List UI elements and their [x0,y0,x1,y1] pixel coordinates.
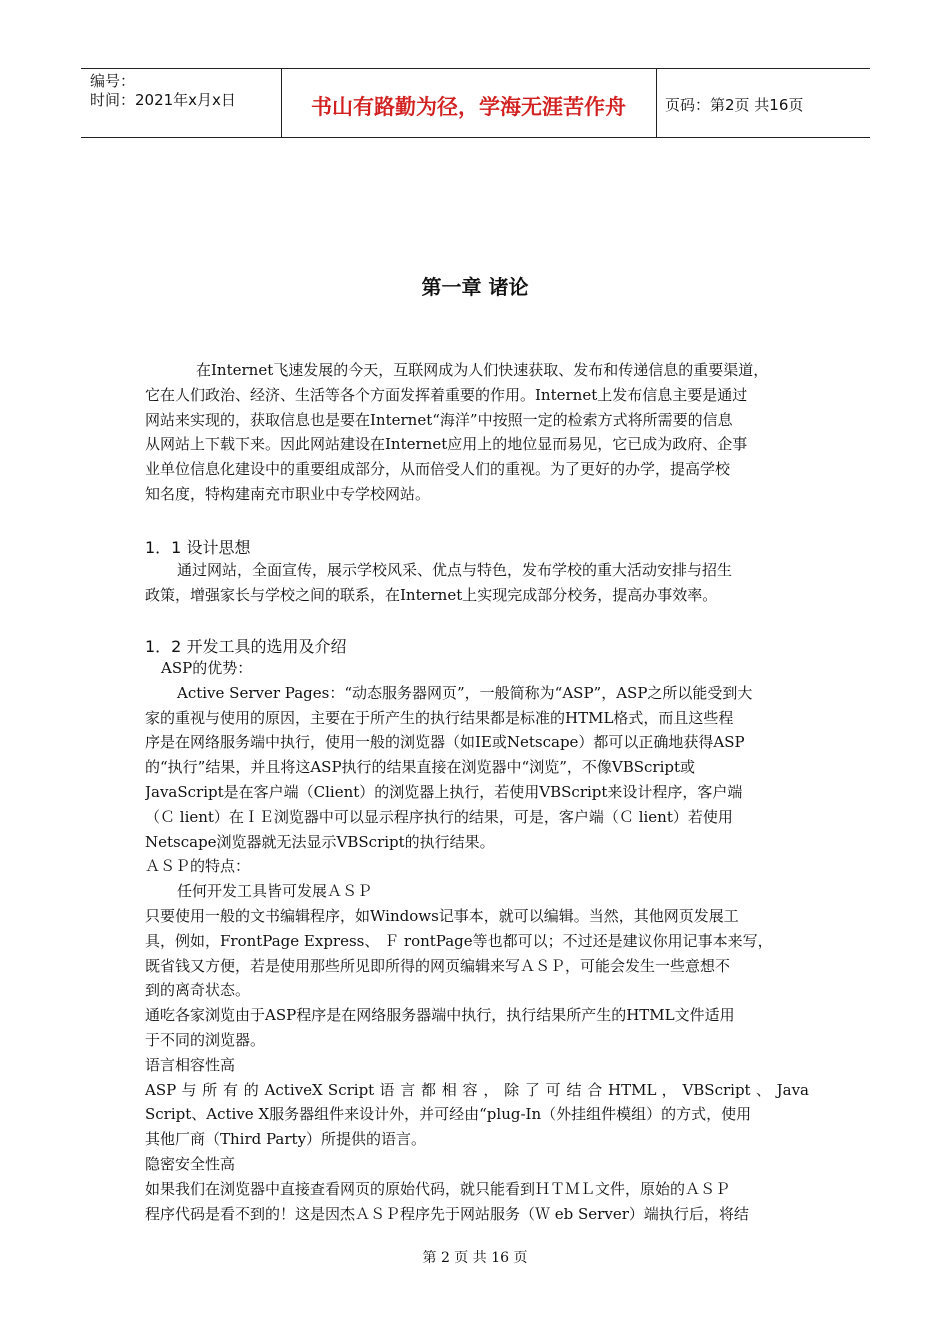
text-line: 程序代码是看不到的！这是因杰ＡＳＰ程序先于网站服务（Ｗ eb Server）端执行后，将结 [145,1204,749,1223]
text-line: 序是在网络服务端中执行，使用一般的浏览器（如IE或Netscape）都可以正确地获得ASP [145,733,745,752]
text-line: ＡＳＰ的特点： [145,857,251,876]
text-line: 在Internet飞速发展的今天，互联网成为人们快速获取、发布和传递信息的重要渠道， [196,361,769,379]
text-line: 从网站上下载下来。因此网站建设在Internet应用上的地位显而易见，它已成为政府、企事 [145,435,748,454]
text-line: 任何开发工具皆可发展ＡＳＰ [177,882,373,901]
section-title-1-1: 1．1 设计思想 [145,538,251,557]
page-footer: 第 2 页 共 16 页 [422,1250,528,1266]
text-line: 既省钱又方便，若是使用那些所见即所得的网页编辑来写ＡＳＰ，可能会发生一些意想不 [145,956,731,975]
text-line: 它在人们政治、经济、生活等各个方面发挥着重要的作用。Internet上发布信息主要是通过 [145,385,748,404]
text-line: 其他厂商（Third Party）所提供的语言。 [145,1130,427,1149]
header-motto-cell [281,69,657,137]
text-line: ASP的优势： [161,659,253,677]
text-line: （Ｃ lient）在ＩＥ浏览器中可以显示程序执行的结果，可是，客户端（Ｃ lient）若使用 [145,807,733,826]
header-left-cell [81,69,282,137]
header-page-info: 页码：第2页 共16页 [665,96,804,114]
text-line: 语言相容性高 [145,1055,236,1074]
chapter-title: 第一章 诸论 [421,275,529,299]
text-line: 隐密安全性高 [145,1154,236,1173]
text-line: 家的重视与使用的原因，主要在于所产生的执行结果都是标准的HTML格式，而且这些程 [145,708,734,727]
text-line: 网站来实现的，获取信息也是要在Internet“海洋”中按照一定的检索方式将所需要的信息 [145,410,733,429]
header-right-cell [656,69,870,137]
text-line: 知名度，特构建南充市职业中专学校网站。 [145,484,431,503]
text-line: 到的离奇状态。 [145,981,251,1000]
text-line: ASP 与 所 有 的 ActiveX Script 语 言 都 相 容 ， 除 了 可 结 合 HTML ， VBScript 、 Java [145,1080,809,1099]
text-line: 如果我们在浏览器中直接查看网页的原始代码，就只能看到ＨＴＭＬ文件，原始的ＡＳＰ [145,1179,731,1198]
number-label: 编号： [90,72,136,90]
text-line: Script、Active X服务器组件来设计外，并可经由“plug-In（外挂组件模组）的方式，使用 [145,1105,752,1124]
time-label: 时间：2021年x月x日 [90,91,236,109]
text-line: JavaScript是在客户端（Client）的浏览器上执行，若使用VBScript来设计程序，客户端 [145,782,743,801]
text-line: 通过网站，全面宣传，展示学校风采、优点与特色，发布学校的重大活动安排与招生 [177,561,733,579]
section-1-2-body [145,656,809,1226]
text-line: 只要使用一般的文书编辑程序，如Windows记事本，就可以编辑。当然，其他网页发展工 [145,906,739,925]
text-line: 具，例如，FrontPage Express、 Ｆ rontPage等也都可以；不过还是建议你用记事本来写， [145,931,773,950]
text-line: 的“执行”结果，并且将这ASP执行的结果直接在浏览器中“浏览”，不像VBScript或 [145,758,696,777]
text-line: 于不同的浏览器。 [145,1030,266,1049]
text-line: 通吃各家浏览由于ASP程序是在网络服务器端中执行，执行结果所产生的HTML文件适用 [145,1006,735,1025]
text-line: Active Server Pages：“动态服务器网页”，一般简称为“ASP”，ASP之所以能受到大 [177,683,753,702]
section-1-1-body [145,558,809,608]
text-line: 政策，增强家长与学校之间的联系，在Internet上实现完成部分校务，提高办事效率。 [145,585,718,604]
intro-paragraph [145,358,809,507]
header-motto: 书山有路勤为径，学海无涯苦作舟 [311,95,626,119]
section-title-1-2: 1．2 开发工具的选用及介绍 [145,637,347,656]
page-header [81,68,870,138]
text-line: Netscape浏览器就无法显示VBScript的执行结果。 [145,832,495,851]
text-line: 业单位信息化建设中的重要组成部分，从而倍受人们的重视。为了更好的办学，提高学校 [145,460,731,479]
